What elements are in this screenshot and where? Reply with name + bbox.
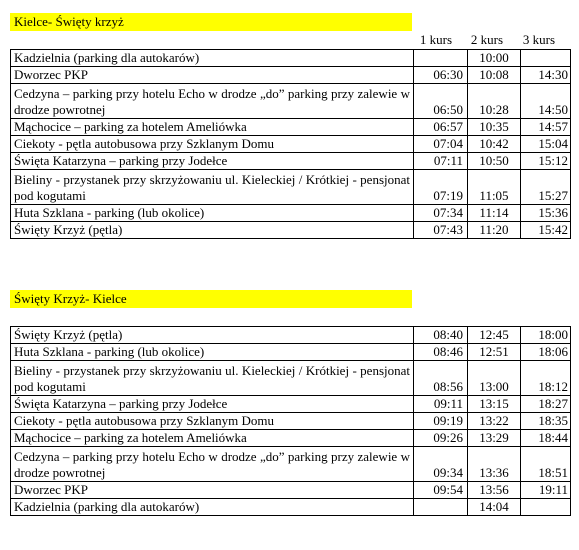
section-title-return: Święty Krzyż- Kielce	[10, 290, 412, 308]
time-kurs-3: 18:12	[521, 361, 571, 396]
stop-name: Święta Katarzyna – parking przy Jodełce	[11, 153, 414, 170]
time-kurs-1	[414, 499, 468, 516]
stop-name: Dworzec PKP	[11, 67, 414, 84]
time-kurs-2: 10:00	[468, 50, 521, 67]
time-kurs-3: 18:27	[521, 396, 571, 413]
stop-name: Ciekoty - pętla autobusowa przy Szklanym Domu	[11, 413, 414, 430]
header-kurs-2: 2 kurs	[470, 32, 504, 47]
table-row	[11, 396, 571, 413]
table-row	[11, 119, 571, 136]
time-kurs-2: 10:35	[468, 119, 521, 136]
section-title-outbound: Kielce- Święty krzyż	[10, 13, 412, 31]
stop-name: Dworzec PKP	[11, 482, 414, 499]
table-row	[11, 153, 571, 170]
time-kurs-1: 07:43	[414, 222, 468, 239]
time-kurs-2: 10:42	[468, 136, 521, 153]
table-row	[11, 136, 571, 153]
time-kurs-3: 18:35	[521, 413, 571, 430]
time-kurs-2: 13:15	[468, 396, 521, 413]
table-row	[11, 327, 571, 344]
time-kurs-2: 12:45	[468, 327, 521, 344]
time-kurs-3: 19:11	[521, 482, 571, 499]
time-kurs-2: 10:08	[468, 67, 521, 84]
stop-name: Huta Szklana - parking (lub okolice)	[11, 205, 414, 222]
table-row	[11, 222, 571, 239]
time-kurs-2: 11:20	[468, 222, 521, 239]
time-kurs-1: 07:34	[414, 205, 468, 222]
time-kurs-1: 06:30	[414, 67, 468, 84]
time-kurs-1: 06:50	[414, 84, 468, 119]
time-kurs-1: 09:11	[414, 396, 468, 413]
table-row	[11, 344, 571, 361]
table-row	[11, 170, 571, 205]
stop-name: Święta Katarzyna – parking przy Jodełce	[11, 396, 414, 413]
table-row	[11, 67, 571, 84]
time-kurs-3: 15:04	[521, 136, 571, 153]
header-kurs-3: 3 kurs	[522, 32, 556, 47]
time-kurs-3: 14:57	[521, 119, 571, 136]
table-row	[11, 447, 571, 482]
time-kurs-2: 12:51	[468, 344, 521, 361]
time-kurs-2: 10:28	[468, 84, 521, 119]
time-kurs-2: 14:04	[468, 499, 521, 516]
time-kurs-2: 13:00	[468, 361, 521, 396]
time-kurs-3: 15:36	[521, 205, 571, 222]
stop-name: Mąchocice – parking za hotelem Ameliówka	[11, 119, 414, 136]
time-kurs-1: 08:40	[414, 327, 468, 344]
stop-name: Bieliny - przystanek przy skrzyżowaniu ul. Kieleckiej / Krótkiej - pensjonat pod kogutami	[11, 170, 414, 205]
time-kurs-2: 13:56	[468, 482, 521, 499]
stop-name: Cedzyna – parking przy hotelu Echo w drodze „do” parking przy zalewie w drodze powrotnej	[11, 84, 414, 119]
time-kurs-3	[521, 499, 571, 516]
time-kurs-3	[521, 50, 571, 67]
time-kurs-3: 15:27	[521, 170, 571, 205]
time-kurs-3: 18:06	[521, 344, 571, 361]
time-kurs-2: 11:05	[468, 170, 521, 205]
time-kurs-3: 14:30	[521, 67, 571, 84]
table-row	[11, 361, 571, 396]
table-row	[11, 413, 571, 430]
time-kurs-1: 09:54	[414, 482, 468, 499]
time-kurs-1: 06:57	[414, 119, 468, 136]
stop-name: Mąchocice – parking za hotelem Ameliówka	[11, 430, 414, 447]
table-row	[11, 205, 571, 222]
time-kurs-3: 15:42	[521, 222, 571, 239]
header-kurs-1: 1 kurs	[419, 32, 453, 47]
stop-name: Cedzyna – parking przy hotelu Echo w drodze „do” parking przy zalewie w drodze powrotnej	[11, 447, 414, 482]
time-kurs-1: 09:34	[414, 447, 468, 482]
stop-name: Kadzielnia (parking dla autokarów)	[11, 50, 414, 67]
stop-name: Huta Szklana - parking (lub okolice)	[11, 344, 414, 361]
stop-name: Kadzielnia (parking dla autokarów)	[11, 499, 414, 516]
stop-name: Ciekoty - pętla autobusowa przy Szklanym Domu	[11, 136, 414, 153]
time-kurs-2: 10:50	[468, 153, 521, 170]
time-kurs-1: 09:26	[414, 430, 468, 447]
time-kurs-2: 13:29	[468, 430, 521, 447]
time-kurs-3: 15:12	[521, 153, 571, 170]
time-kurs-2: 13:22	[468, 413, 521, 430]
stop-name: Święty Krzyż (pętla)	[11, 327, 414, 344]
table-row	[11, 482, 571, 499]
time-kurs-3: 18:44	[521, 430, 571, 447]
time-kurs-2: 13:36	[468, 447, 521, 482]
timetable-return	[10, 326, 571, 516]
timetable-outbound	[10, 49, 571, 239]
time-kurs-1: 07:04	[414, 136, 468, 153]
time-kurs-3: 14:50	[521, 84, 571, 119]
time-kurs-3: 18:51	[521, 447, 571, 482]
time-kurs-1	[414, 50, 468, 67]
table-row	[11, 430, 571, 447]
time-kurs-2: 11:14	[468, 205, 521, 222]
table-row	[11, 50, 571, 67]
table-row	[11, 84, 571, 119]
time-kurs-1: 08:46	[414, 344, 468, 361]
time-kurs-3: 18:00	[521, 327, 571, 344]
time-kurs-1: 09:19	[414, 413, 468, 430]
stop-name: Święty Krzyż (pętla)	[11, 222, 414, 239]
time-kurs-1: 07:19	[414, 170, 468, 205]
stop-name: Bieliny - przystanek przy skrzyżowaniu ul. Kieleckiej / Krótkiej - pensjonat pod kogutami	[11, 361, 414, 396]
time-kurs-1: 08:56	[414, 361, 468, 396]
time-kurs-1: 07:11	[414, 153, 468, 170]
table-row	[11, 499, 571, 516]
